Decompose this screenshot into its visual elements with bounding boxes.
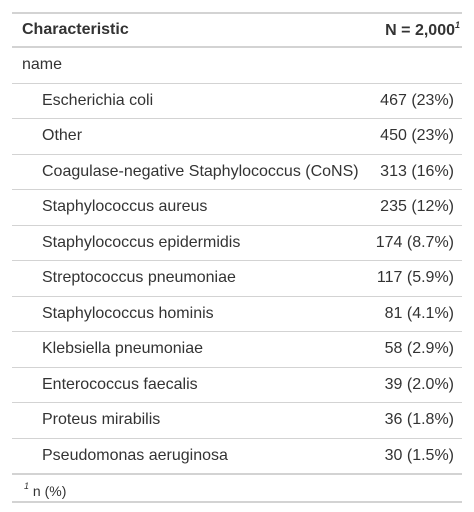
row-label: Staphylococcus aureus [12,190,372,226]
row-value: 450 (23%) [372,119,462,155]
row-label: Escherichia coli [12,83,372,119]
table-footnote [12,475,462,503]
row-value: 313 (16%) [372,154,462,190]
row-label: Streptococcus pneumoniae [12,261,372,297]
row-value: 467 (23%) [372,83,462,119]
row-label: Coagulase-negative Staphylococcus (CoNS) [12,154,372,190]
row-label: Pseudomonas aeruginosa [12,438,372,474]
table-row [12,261,462,297]
row-value: 58 (2.9%) [372,332,462,368]
table-row [12,332,462,368]
summary-table [12,12,462,475]
row-value: 30 (1.5%) [372,438,462,474]
header-characteristic: Characteristic [22,21,129,38]
table-row [12,225,462,261]
row-label: Staphylococcus epidermidis [12,225,372,261]
header-n-label: N = 2,000 [385,22,455,39]
group-label: name [12,47,372,83]
row-value: 36 (1.8%) [372,403,462,439]
table-row [12,190,462,226]
table-header-row [12,13,462,47]
footnote-mark: 1 [24,481,30,491]
row-label: Enterococcus faecalis [12,367,372,403]
row-value: 39 (2.0%) [372,367,462,403]
row-value: 81 (4.1%) [372,296,462,332]
row-label: Proteus mirabilis [12,403,372,439]
row-label: Klebsiella pneumoniae [12,332,372,368]
row-label: Other [12,119,372,155]
row-value: 235 (12%) [372,190,462,226]
row-value: 117 (5.9%) [372,261,462,297]
group-row [12,47,462,83]
table-row [12,154,462,190]
row-label: Staphylococcus hominis [12,296,372,332]
group-value [372,47,462,83]
summary-table-container [12,12,462,503]
table-row [12,438,462,474]
header-n-footnote-mark: 1 [454,20,460,30]
table-row [12,367,462,403]
footnote-text: n (%) [32,483,67,499]
table-row [12,296,462,332]
table-body [12,47,462,474]
header-n [372,13,462,47]
table-row [12,403,462,439]
table-row [12,83,462,119]
row-value: 174 (8.7%) [372,225,462,261]
table-row [12,119,462,155]
